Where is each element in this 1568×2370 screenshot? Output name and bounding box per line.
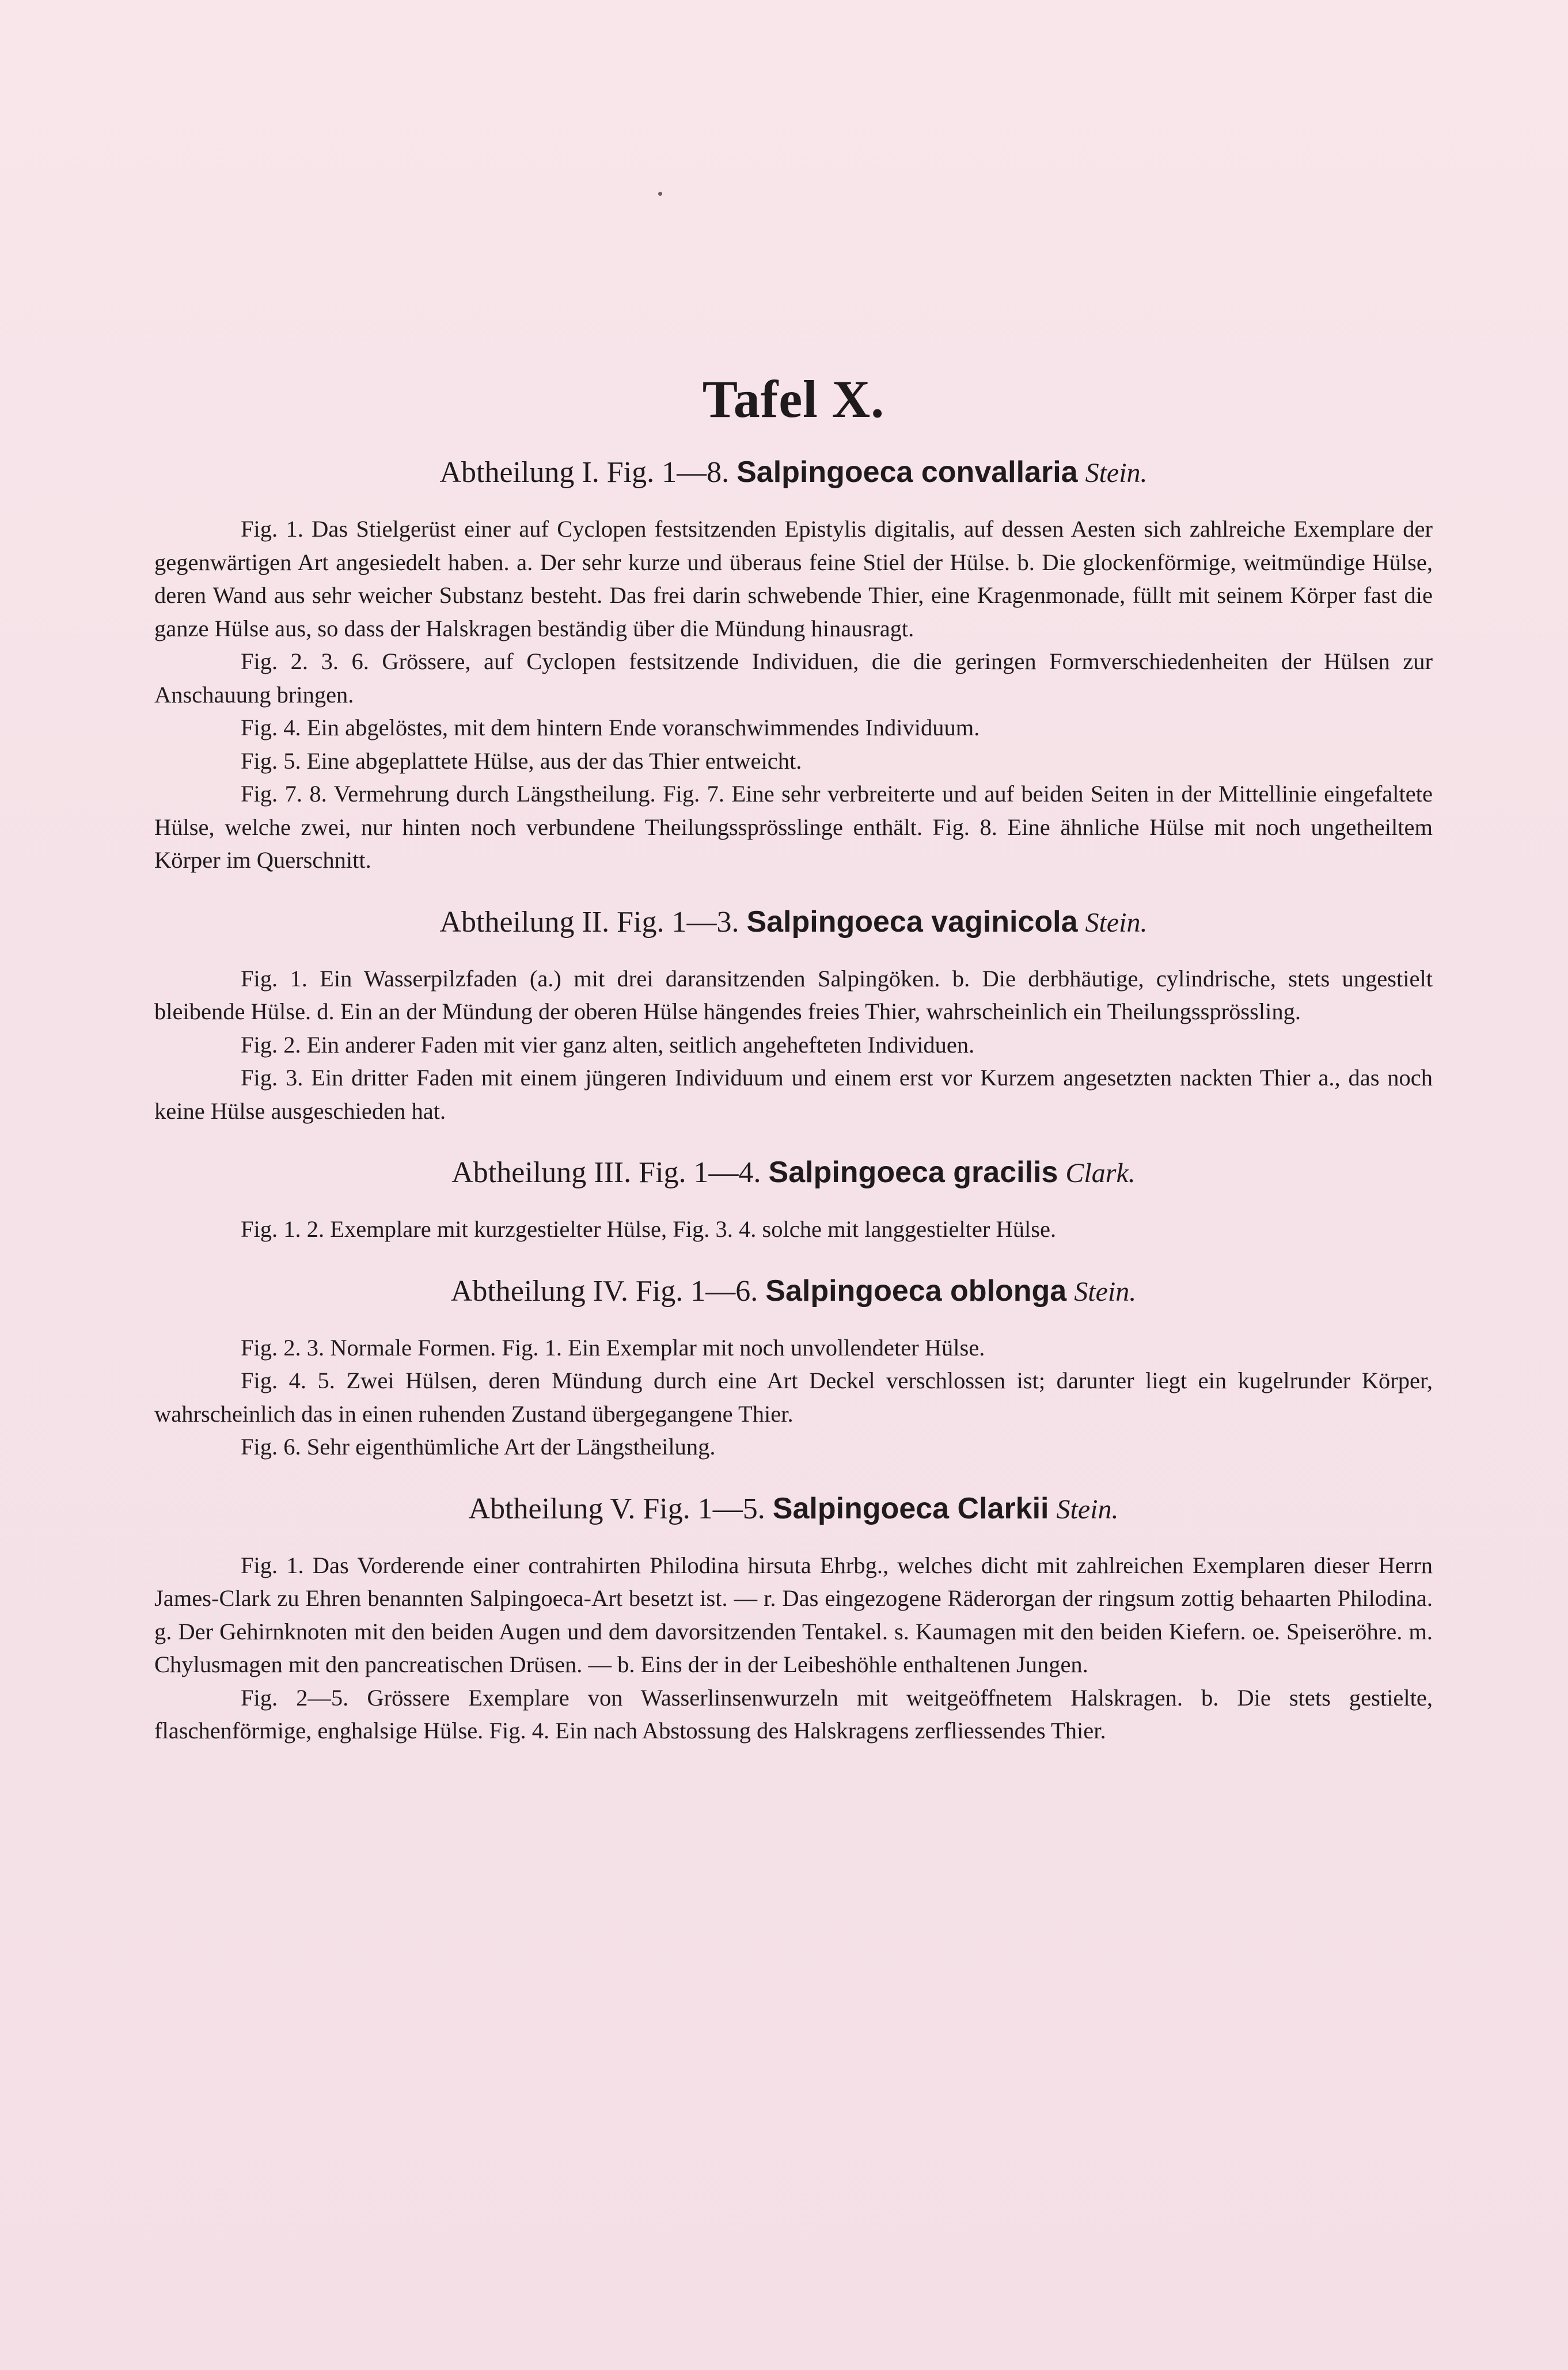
figure-description: Fig. 5. Eine abgeplattete Hülse, aus der das Thier entweicht. [241,747,802,774]
section-heading [154,1274,1433,1308]
section-heading-prefix: Abtheilung II. Fig. 1—3. [439,905,739,939]
plate-title: Tafel X. [702,370,885,428]
section-heading-prefix: Abtheilung I. Fig. 1—8. [439,456,730,489]
figure-description: Fig. 1. 2. Exemplare mit kurzgestielter Hülse, Fig. 3. 4. solche mit langgestielter Hülse. [241,1216,1057,1242]
species-author: Stein. [1085,458,1148,488]
figure-description: Fig. 4. Ein abgelöstes, mit dem hintern Ende voranschwimmendes Individuum. [241,715,980,740]
figure-description: Fig. 7. 8. Vermehrung durch Längstheilung. Fig. 7. Eine sehr verbreiterte und auf beiden Seiten in der Mittellinie eingefaltete Hülse, welche zwei, nur hinten noch verbundene Theilungssprösslinge enthält. Fig. 8. Eine ähnliche Hülse mit noch ungetheiltem Körper im Querschnitt. [154,781,1433,873]
figure-description: Fig. 6. Sehr eigenthümliche Art der Längstheilung. [241,1434,716,1460]
species-name: Salpingoeca convallaria [736,455,1078,489]
species-author: Stein. [1056,1494,1119,1525]
section-3 [154,1155,1433,1246]
figure-description: Fig. 1. Das Vorderende einer contrahirten Philodina hirsuta Ehrbg., welches dicht mit zahlreichen Exemplaren dieser Herrn James-Clark zu Ehren benannten Salpingoeca-Art besetzt ist. — r. Das eingezogene Räderorgan der ringsum zottig behaarten Philodina. g. Der Gehirnknoten mit den beiden Augen und dem davorsitzenden Tentakel. s. Kaumagen mit den beiden Kiefern. oe. Speiseröhre. m. Chylusmagen mit den pancreatischen Drüsen. — b. Eins der in der Leibeshöhle enthaltenen Jungen. [154,1552,1433,1677]
figure-description: Fig. 4. 5. Zwei Hülsen, deren Mündung durch eine Art Deckel verschlossen ist; darunter liegt ein kugelrunder Körper, wahrscheinlich das in einen ruhenden Zustand übergegangene Thier. [154,1368,1433,1427]
species-author: Stein. [1085,907,1148,938]
section-4 [154,1274,1433,1464]
figure-description: Fig. 2. 3. 6. Grössere, auf Cyclopen festsitzende Individuen, die die geringen Formverschiedenheiten der Hülsen zur Anschauung bringen. [154,648,1433,708]
section-heading-prefix: Abtheilung IV. Fig. 1—6. [450,1274,758,1308]
species-name: Salpingoeca oblonga [765,1274,1067,1308]
figure-description: Fig. 2. Ein anderer Faden mit vier ganz alten, seitlich angehefteten Individuen. [241,1031,975,1058]
figure-description: Fig. 1. Ein Wasserpilzfaden (a.) mit drei daransitzenden Salpingöken. b. Die derbhäutige, cylindrische, stets ungestielt bleibende Hülse. d. Ein an der Mündung der oberen Hülse hängendes freies Thier, wahrscheinlich ein Theilungssprössling. [154,965,1433,1024]
section-5 [154,1491,1433,1748]
section-heading [154,905,1433,939]
paper-speck [658,192,662,196]
species-author: Clark. [1065,1158,1136,1188]
section-heading-prefix: Abtheilung III. Fig. 1—4. [451,1156,761,1189]
species-name: Salpingoeca vaginicola [746,905,1078,939]
section-heading-prefix: Abtheilung V. Fig. 1—5. [468,1492,765,1525]
figure-description: Fig. 3. Ein dritter Faden mit einem jüngeren Individuum und einem erst vor Kurzem angesetzten nackten Thier a., das noch keine Hülse ausgeschieden hat. [154,1065,1433,1124]
section-1 [154,455,1433,877]
figure-description: Fig. 1. Das Stielgerüst einer auf Cyclopen festsitzenden Epistylis digitalis, auf dessen Aesten sich zahlreiche Exemplare der gegenwärtigen Art angesiedelt haben. a. Der sehr kurze und überaus feine Stiel der Hülse. b. Die glockenförmige, weitmündige Hülse, deren Wand aus sehr weicher Substanz besteht. Das frei darin schwebende Thier, eine Kragenmonade, füllt mit seinem Körper fast die ganze Hülse aus, so dass der Halskragen beständig über die Mündung hinausragt. [154,516,1433,641]
section-heading [154,1155,1433,1190]
section-heading [154,455,1433,489]
document-page [154,345,1433,1775]
section-2 [154,905,1433,1128]
section-heading [154,1491,1433,1526]
species-author: Stein. [1074,1276,1137,1307]
figure-description: Fig. 2. 3. Normale Formen. Fig. 1. Ein Exemplar mit noch unvollendeter Hülse. [241,1334,985,1361]
figure-description: Fig. 2—5. Grössere Exemplare von Wasserlinsenwurzeln mit weitgeöffnetem Halskragen. b. Die stets gestielte, flaschenförmige, enghalsige Hülse. Fig. 4. Ein nach Abstossung des Halskragens zerfliessendes Thier. [154,1684,1433,1744]
species-name: Salpingoeca Clarkii [772,1491,1049,1525]
species-name: Salpingoeca gracilis [768,1156,1058,1189]
